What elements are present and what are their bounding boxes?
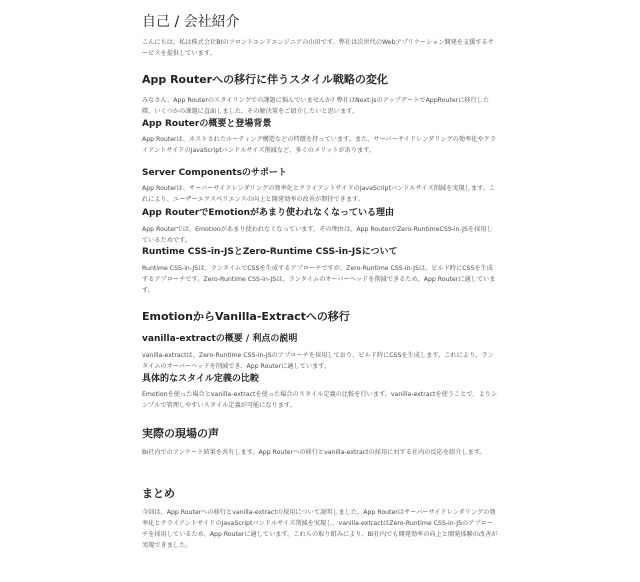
subheading-app-router-overview: App Routerの概要と登場背景	[142, 119, 272, 129]
section-heading-summary: まとめ	[142, 487, 175, 500]
paragraph-field-voices: BI社内でのアンケート結果を共有します。App Routerへの移行とvanilla-extractの採用に対する社内の反応を紹介します。	[142, 449, 486, 456]
intro-paragraph: こんにちは。私は株式会社BIのフロントエンドエンジニアの山田です。弊社は次世代のWebアプリケーション開発を支援するサービスを提供しています。	[142, 39, 494, 57]
subheading-style-comparison: 具体的なスタイル定義の比較	[142, 374, 259, 384]
subheading-vanilla-extract-overview: vanilla-extractの概要 / 利点の説明	[142, 334, 298, 344]
paragraph-vanilla-extract-overview: vanilla-extractは、Zero-Runtime CSS-in-JSのアプローチを採用しており、ビルド時にCSSを生成します。これにより、ランタイムのオーバーヘッドを削減でき、App Routerに適しています。	[142, 352, 494, 370]
paragraph-summary: 今回は、App Routerへの移行とvanilla-extractの採用について説明しました。App Routerはサーバーサイドレンダリングの効率化とクライアントサイドのJavaScriptバンドルサイズ削減を実現し、vanilla-extractはZero-Runtime CSS-in-JSのアプローチを採用しているため、App Routerに適しています。これらの取り組みにより、BI社内でも開発効率の向上と開発体験の改善が実現できました。	[142, 509, 498, 549]
subheading-runtime-vs-zero-runtime: Runtime CSS-in-JSとZero-Runtime CSS-in-JSについて	[142, 247, 398, 257]
subheading-server-components: Server Componentsのサポート	[142, 168, 287, 178]
section-heading-emotion-to-vanilla-extract: EmotionからVanilla-Extractへの移行	[142, 310, 350, 323]
paragraph-emotion-decline: App Routerでは、Emotionがあまり使われなくなっています。その理由は、App RouterがZero-RuntimeCSS-in-JSを採用しているためです。	[142, 226, 493, 244]
section-heading-app-router-migration: App Routerへの移行に伴うスタイル戦略の変化	[142, 73, 388, 86]
section-lead-paragraph: みなさん、App Routerのスタイリングでの課題に悩んでいませんか? 弊社はNext.jsのアップデートでAppRouterに移行した際、いくつかの課題に直面しました。その解決策をご紹介したいと思います。	[142, 97, 490, 115]
paragraph-runtime-vs-zero-runtime: Runtime CSS-in-JSは、ランタイムでCSSを生成するアプローチですが、Zero-Runtime CSS-in-JSは、ビルド時にCSSを生成するアプローチです。Zero-Runtime CSS-in-JSは、ランタイムのオーバーヘッドを削減できるため、App Routerに適しています。	[142, 265, 496, 294]
section-heading-field-voices: 実際の現場の声	[142, 427, 219, 440]
paragraph-style-comparison: Emotionを使った場合とvanilla-extractを使った場合のスタイル定義の比較を行います。vanilla-extractを使うことで、よりシンプルで管理しやすいスタイル定義が可能になります。	[142, 391, 498, 409]
subheading-emotion-decline: App RouterでEmotionがあまり使われなくなっている理由	[142, 208, 395, 218]
page-title: 自己 / 会社紹介	[142, 14, 240, 30]
paragraph-app-router-overview: App Routerは、ネストされたルーティング構造などの特徴を持っています。また、サーバーサイドレンダリングの効率化やクライアントサイドのJavaScriptバンドルサイズ削減など、多くのメリットがあります。	[142, 136, 496, 154]
paragraph-server-components: App Routerは、サーバーサイドレンダリングの効率化とクライアントサイドのJavaScriptバンドルサイズ削減を実現します。これにより、ユーザーエクスペリエンスの向上と開発効率の改善が期待できます。	[142, 185, 496, 203]
